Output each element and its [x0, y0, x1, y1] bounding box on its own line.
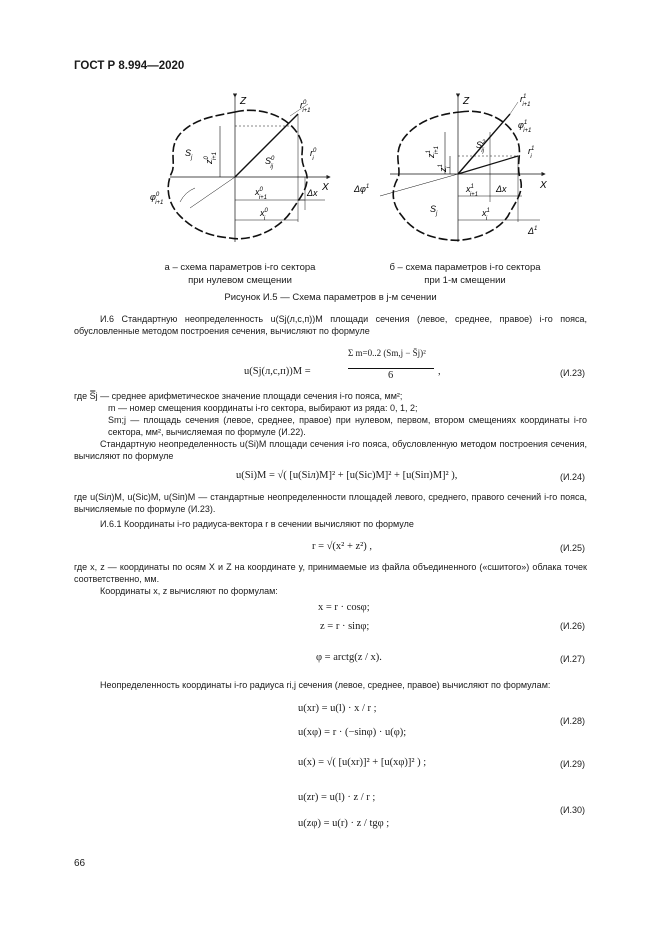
label-delta-phi-b: $\Delta\varphi^1$: [354, 184, 370, 194]
paragraph-i61: И.6.1 Координаты i-го радиуса-вектора r в сечении вычисляют по формуле: [100, 519, 414, 529]
equation-number-i25: (И.25): [560, 543, 585, 553]
label-x-upper-b: $x^1$ i+1: [466, 184, 479, 198]
label-phi-top-b: $\varphi^1$ i+1: [518, 120, 532, 134]
paragraph-xz: Координаты x, z вычисляют по формулам:: [100, 586, 278, 596]
label-axis-z-b: Z: [463, 96, 470, 107]
figure-b-diagram: [350, 92, 560, 252]
equation-number-i26: (И.26): [560, 621, 585, 631]
radius-a: [235, 114, 298, 177]
label-r-top-a: $r^0$ i+1: [300, 100, 311, 114]
caption-a-line2: при нулевом смещении: [188, 274, 292, 286]
caption-b-line1: б – схема параметров i-го сектора: [389, 262, 541, 273]
document-header: ГОСТ Р 8.994—2020: [74, 60, 185, 72]
where-block-2: где u(Siл)M, u(Siс)M, u(Siп)M — стандартные неопределенности площадей левого, среднего, правого сечений i-го пояса, вычисляемые по формуле (И.23).: [74, 492, 587, 514]
equation-i27: φ = arctg(z / x).: [316, 652, 382, 663]
label-sij-b: $S^2$ ij: [476, 140, 486, 154]
label-phi-a: $\varphi^0$ i+1: [150, 192, 164, 206]
equation-i26b: z = r · sinφ;: [320, 621, 370, 632]
paragraph-i6: И.6 Стандартную неопределенность u(Sj(л,с,п))M площади сечения (левое, среднее, правое) i-го пояса, обусловленные методом построения сечения, вычисляют по формуле: [74, 314, 587, 336]
label-axis-x-a: X: [322, 182, 329, 193]
eq23-numerator: Σ m=0..2 (Sm,j − S̄j)²: [348, 348, 426, 358]
caption-a: [140, 262, 340, 287]
label-ri-b: $r^1$ i: [528, 146, 535, 160]
label-sj-a: $S_j$: [185, 148, 193, 161]
figure-title: Рисунок И.5 — Схема параметров в j-м сечении: [224, 292, 437, 303]
equation-number-i29: (И.29): [560, 759, 585, 769]
eq23-denominator: 6: [388, 370, 394, 381]
equation-number-i30: (И.30): [560, 805, 585, 815]
where1-line-c: Sm;j — площадь сечения (левое, среднее, правое) при нулевом, первом, втором смещениях координаты i-го сектора, мм², вычисляемая по формуле (И.22).: [108, 415, 587, 437]
where1-line-b: m — номер смещения координаты i-го сектора, выбирают из ряда: 0, 1, 2;: [108, 403, 418, 413]
label-x-lower-a: $x^0$ i: [260, 208, 268, 222]
equation-number-i27: (И.27): [560, 654, 585, 664]
equation-i28a: u(xr) = u(l) · x / r ;: [298, 703, 377, 714]
label-x-lower-b: $x^1$ i: [482, 208, 490, 222]
eq23-tail: ,: [438, 366, 441, 377]
label-sj-b: $S_j$: [430, 204, 438, 217]
caption-a-line1: а – схема параметров i-го сектора: [164, 262, 316, 273]
equation-number-i23: (И.23): [560, 368, 585, 378]
label-z-outer-b: $z^1$ i+1: [426, 145, 440, 158]
eq23-lhs: u(Sj(л,с,п))M =: [244, 366, 311, 377]
equation-number-i24: (И.24): [560, 472, 585, 482]
equation-i25: r = √(x² + z²) ,: [312, 541, 373, 552]
label-x-upper-a: $x^0$ i+1: [255, 187, 268, 201]
equation-i30b: u(zφ) = u(r) · z / tgφ ;: [298, 818, 390, 829]
label-ri-a: $r^0$ i: [310, 148, 317, 162]
contour-b: [393, 111, 521, 240]
label-delta-x-b: Δx: [496, 184, 507, 194]
equation-number-i28: (И.28): [560, 716, 585, 726]
label-z-inner-b: $z^1$ i: [438, 164, 452, 172]
where1-line-a: где S̿j — среднее арифметическое значение площади сечения i-го пояса, мм²;: [74, 391, 403, 401]
equation-i23: [244, 346, 444, 382]
label-axis-z-a: Z: [240, 96, 247, 107]
label-delta-small-b: $\Delta^1$: [528, 226, 538, 236]
equation-i30a: u(zr) = u(l) · z / r ;: [298, 792, 376, 803]
label-delta-x-a: Δx: [307, 188, 318, 198]
figure-a-diagram: [140, 92, 340, 252]
equation-i29: u(x) = √( [u(xr)]² + [u(xφ)]² ) ;: [298, 757, 427, 768]
radius-b-lower: [458, 156, 518, 174]
equation-i28b: u(xφ) = r · (−sinφ) · u(φ);: [298, 727, 407, 738]
equation-i24: u(Si)M = √( [u(Siл)M]² + [u(Siс)M]² + [u(Siп)M]² ),: [236, 470, 458, 481]
where-block-3: где x, z — координаты по осям X и Z на координате y, принимаемые из файла объединенного («сшитого») облака точек соответственно, мм.: [74, 562, 587, 584]
label-axis-x-b: X: [540, 180, 547, 191]
caption-b: [360, 262, 570, 287]
paragraph-si: Стандартную неопределенность u(Si)M площади сечения i-го пояса, обусловленную методом построения сечения, вычисляют по формуле: [74, 439, 587, 461]
caption-b-line2: при 1-м смещении: [424, 274, 506, 286]
label-sij-a: $S^0$ ij: [265, 156, 275, 170]
label-r-top-b: $r^1$ i+1: [520, 94, 531, 108]
page-number: 66: [74, 858, 86, 869]
paragraph-ri: Неопределенность координаты i-го радиуса ri,j сечения (левое, среднее, правое) вычисляют по формулам:: [100, 680, 551, 690]
label-z-a: $z^0$ i+1: [204, 151, 218, 164]
equation-i26a: x = r · cosφ;: [318, 602, 370, 613]
where-block-1: [74, 390, 587, 438]
